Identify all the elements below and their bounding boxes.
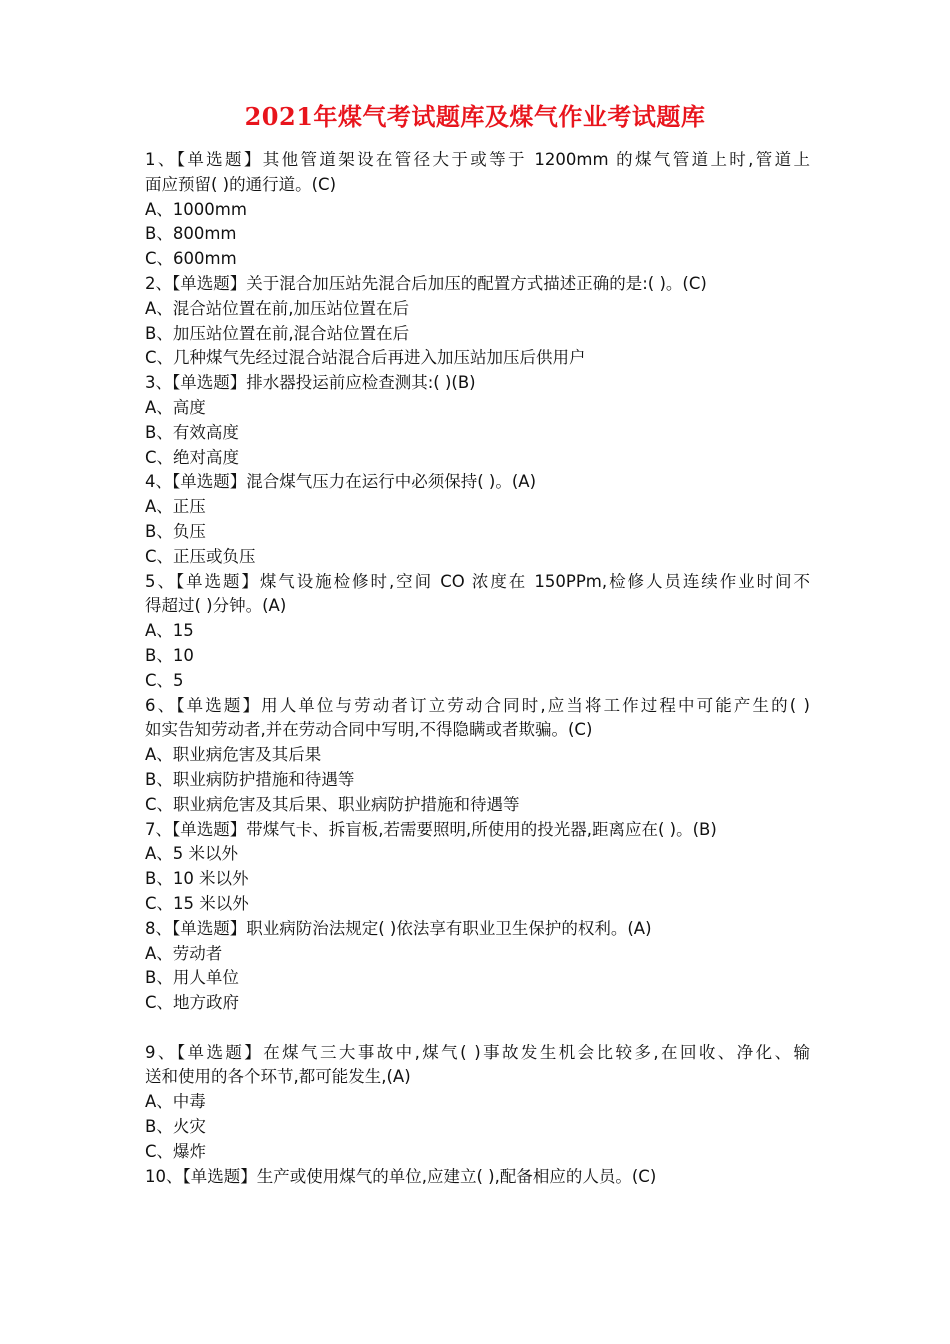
option-a: A、中毒: [145, 1092, 206, 1112]
question-3: [145, 371, 810, 470]
option-a: A、职业病危害及其后果: [145, 745, 322, 765]
question-5: [145, 570, 810, 694]
option-c: C、15 米以外: [145, 893, 249, 913]
option-b: B、10: [145, 645, 194, 665]
blank-line: [145, 1016, 810, 1041]
option-b: B、有效高度: [145, 422, 239, 442]
option-b: B、职业病防护措施和待遇等: [145, 769, 355, 789]
option-c: C、5: [145, 670, 184, 690]
option-c: C、职业病危害及其后果、职业病防护措施和待遇等: [145, 794, 520, 814]
option-a: A、混合站位置在前,加压站位置在后: [145, 298, 410, 318]
option-a: A、1000mm: [145, 199, 247, 219]
question-text: 7、【单选题】带煤气卡、拆盲板,若需要照明,所使用的投光器,距离应在( )。(B): [145, 819, 717, 839]
question-7: [145, 818, 810, 917]
option-a: A、正压: [145, 497, 206, 517]
question-10: [145, 1165, 810, 1190]
option-c: C、几种煤气先经过混合站混合后再进入加压站加压后供用户: [145, 348, 586, 368]
option-a: A、高度: [145, 397, 206, 417]
question-text: 如实告知劳动者,并在劳动合同中写明,不得隐瞒或者欺骗。(C): [145, 720, 593, 740]
option-a: A、劳动者: [145, 943, 223, 963]
option-c: C、绝对高度: [145, 447, 240, 467]
option-a: A、15: [145, 621, 194, 641]
question-2: [145, 272, 810, 371]
question-text: 1、【单选题】其他管道架设在管径大于或等于 1200mm 的煤气管道上时,管道上: [145, 150, 810, 169]
question-text: 3、【单选题】排水器投运前应检查测其:( )(B): [145, 373, 476, 393]
option-b: B、用人单位: [145, 968, 239, 988]
option-c: C、正压或负压: [145, 546, 256, 566]
question-list: [145, 148, 810, 1189]
option-b: B、加压站位置在前,混合站位置在后: [145, 323, 410, 343]
question-text: 8、【单选题】职业病防治法规定( )依法享有职业卫生保护的权利。(A): [145, 918, 652, 938]
question-8: [145, 917, 810, 1016]
option-b: B、800mm: [145, 224, 237, 244]
question-9: [145, 1041, 810, 1165]
option-b: B、负压: [145, 521, 206, 541]
question-1: [145, 148, 810, 272]
option-c: C、爆炸: [145, 1141, 207, 1161]
question-text: 面应预留( )的通行道。(C): [145, 174, 337, 194]
question-text: 6、【单选题】用人单位与劳动者订立劳动合同时,应当将工作过程中可能产生的( ): [145, 695, 810, 715]
question-text: 9、【单选题】在煤气三大事故中,煤气( )事故发生机会比较多,在回收、净化、输: [145, 1042, 810, 1062]
option-c: C、地方政府: [145, 993, 240, 1013]
question-text: 10、【单选题】生产或使用煤气的单位,应建立( ),配备相应的人员。(C): [145, 1166, 657, 1186]
question-6: [145, 694, 810, 818]
question-text: 5、【单选题】煤气设施检修时,空间 CO 浓度在 150PPm,检修人员连续作业时间不: [145, 571, 810, 591]
page-title: 2021年煤气考试题库及煤气作业考试题库: [244, 102, 706, 131]
question-text: 2、【单选题】关于混合加压站先混合后加压的配置方式描述正确的是:( )。(C): [145, 273, 707, 293]
question-4: [145, 470, 810, 569]
option-c: C、600mm: [145, 249, 237, 269]
question-text: 得超过( )分钟。(A): [145, 596, 287, 616]
option-b: B、10 米以外: [145, 869, 249, 889]
question-text: 送和使用的各个环节,都可能发生,(A): [145, 1067, 411, 1087]
option-b: B、火灾: [145, 1117, 206, 1137]
option-a: A、5 米以外: [145, 844, 239, 864]
question-text: 4、【单选题】混合煤气压力在运行中必须保持( )。(A): [145, 472, 537, 492]
